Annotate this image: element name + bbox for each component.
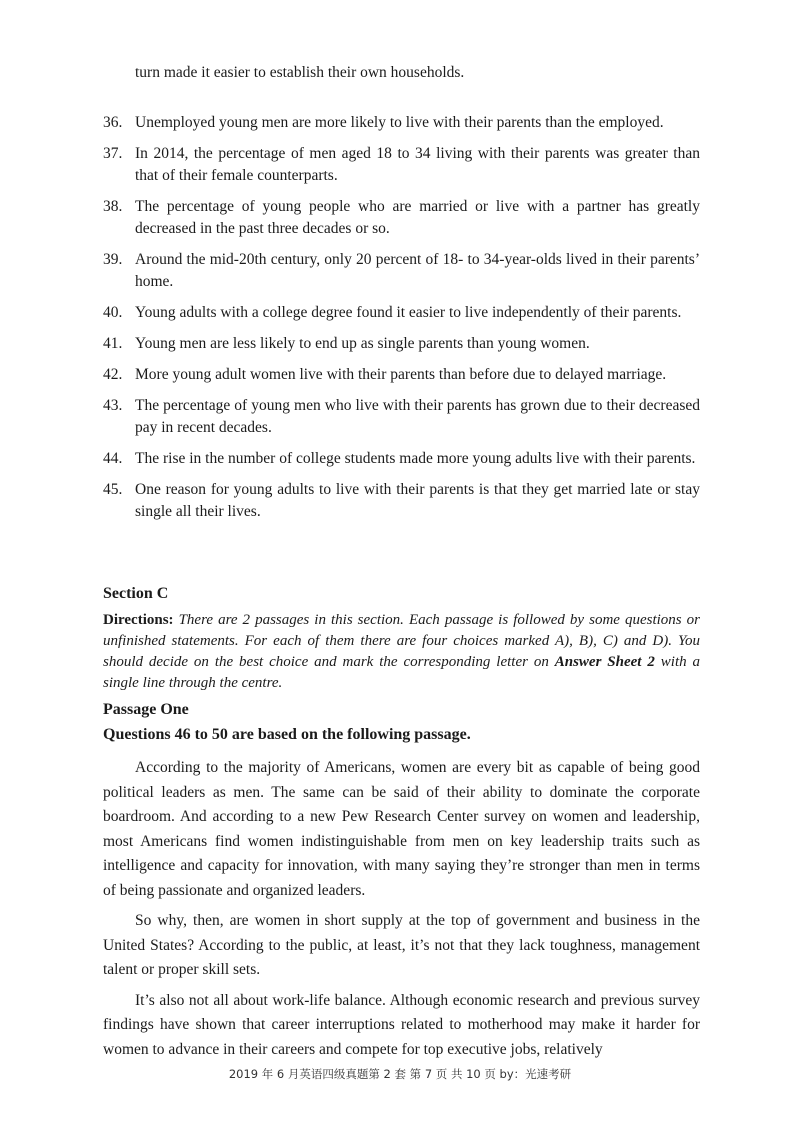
item-text: Around the mid-20th century, only 20 percent of 18- to 34-year-olds lived in their parents’ home.	[135, 251, 700, 290]
list-item	[103, 364, 700, 386]
item-number: 40.	[103, 304, 123, 321]
question-range: Questions 46 to 50 are based on the following passage.	[103, 726, 471, 743]
list-item	[103, 143, 700, 187]
list-item	[103, 479, 700, 523]
item-number: 39.	[103, 251, 123, 268]
page-footer: 2019 年 6 月英语四级真题第 2 套 第 7 页 共 10 页 by：光速考研	[228, 1067, 572, 1081]
directions	[103, 610, 700, 694]
paragraph: It’s also not all about work-life balance. Although economic research and previous survey findings have shown that career interruptions related to motherhood may make it harder for women to advance in their careers and compete for top executive jobs, relatively	[103, 991, 700, 1058]
item-text: More young adult women live with their parents than before due to delayed marriage.	[135, 366, 667, 383]
list-item	[103, 395, 700, 439]
item-text: Unemployed young men are more likely to live with their parents than the employed.	[135, 114, 664, 131]
statement-list	[103, 112, 700, 523]
list-item	[103, 249, 700, 293]
list-item	[103, 448, 700, 470]
paragraph: According to the majority of Americans, women are every bit as capable of being good political leaders as men. The same can be said of their ability to dominate the corporate boardroom. And according to a new Pew Research Center survey on women and leadership, most Americans find women indistinguishable from men on key leadership traits such as intelligence and capacity for innovation, with many saying they’re stronger than men in terms of being passionate and organized leaders.	[103, 759, 700, 899]
item-number: 41.	[103, 335, 123, 352]
directions-tail: with a single line through the centre.	[103, 654, 701, 691]
list-item	[103, 333, 700, 355]
paragraph: So why, then, are women in short supply at the top of government and business in the United States? According to the public, at least, it’s not that they lack toughness, management talent or proper skill sets.	[103, 912, 700, 978]
item-text: In 2014, the percentage of men aged 18 to 34 living with their parents was greater than that of their female counterparts.	[135, 145, 700, 184]
item-number: 42.	[103, 366, 123, 383]
item-number: 37.	[103, 145, 123, 162]
item-number: 38.	[103, 198, 123, 215]
list-item	[103, 112, 700, 134]
list-item	[103, 302, 700, 324]
directions-text: There are 2 passages in this section. Each passage is followed by some questions or unfinished statements. For each of them there are four choices marked A), B), C) and D). You should decide on the best choice and mark the corresponding letter on	[103, 612, 701, 670]
continuation-line: turn made it easier to establish their own households.	[135, 64, 465, 81]
item-number: 36.	[103, 114, 123, 131]
item-text: Young adults with a college degree found it easier to live independently of their parents.	[135, 304, 682, 321]
item-text: The percentage of young people who are married or live with a partner has greatly decreased in the past three decades or so.	[135, 198, 700, 237]
passage-title: Passage One	[103, 701, 189, 718]
list-item	[103, 196, 700, 240]
item-number: 43.	[103, 397, 123, 414]
item-text: One reason for young adults to live with their parents is that they get married late or stay single all their lives.	[135, 481, 700, 520]
answer-sheet-ref: Answer Sheet 2	[554, 654, 655, 670]
item-text: The rise in the number of college students made more young adults live with their parents.	[135, 450, 696, 467]
item-text: The percentage of young men who live with their parents has grown due to their decreased pay in recent decades.	[135, 397, 700, 436]
directions-label: Directions:	[103, 612, 174, 628]
item-number: 44.	[103, 450, 123, 467]
section-title: Section C	[103, 585, 169, 602]
item-text: Young men are less likely to end up as single parents than young women.	[135, 335, 590, 352]
passage-body	[103, 756, 700, 1068]
item-number: 45.	[103, 481, 123, 498]
